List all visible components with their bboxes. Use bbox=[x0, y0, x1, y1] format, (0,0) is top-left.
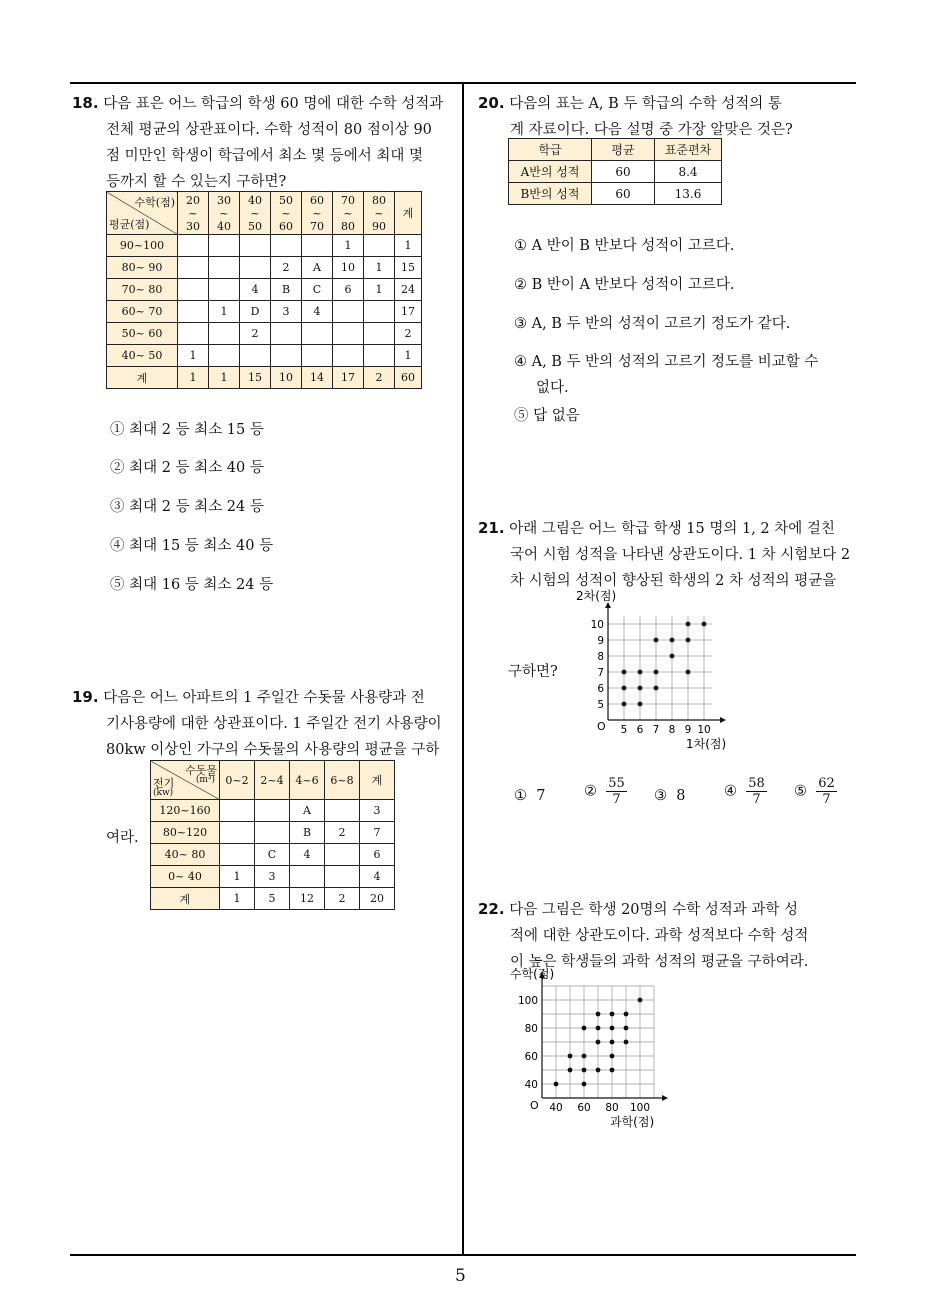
q21-origin: O bbox=[597, 720, 606, 733]
data-point bbox=[610, 1012, 615, 1017]
table-cell: 6 bbox=[333, 279, 364, 301]
table-cell: 4 bbox=[290, 844, 325, 866]
data-point bbox=[582, 1054, 587, 1059]
q18-correlation-table bbox=[106, 191, 422, 389]
q21-tail: 구하면? bbox=[508, 664, 558, 680]
table-cell: B bbox=[271, 279, 302, 301]
q21-number: 21. bbox=[478, 519, 505, 537]
table-cell: 12 bbox=[290, 888, 325, 910]
table-cell bbox=[220, 844, 255, 866]
q20-option-4[interactable]: ④ A, B 두 반의 성적의 고르기 정도를 비교할 수 bbox=[514, 354, 819, 370]
row-label: 80~120 bbox=[151, 822, 220, 844]
table-cell: 1 bbox=[209, 367, 240, 389]
x-tick-label: 10 bbox=[697, 724, 711, 736]
q20-option-3[interactable]: ③ A, B 두 반의 성적이 고르기 정도가 같다. bbox=[514, 316, 791, 332]
data-point bbox=[670, 654, 675, 659]
table-cell bbox=[209, 279, 240, 301]
table-cell bbox=[271, 345, 302, 367]
table-cell bbox=[240, 257, 271, 279]
table-cell: 3 bbox=[271, 301, 302, 323]
data-point bbox=[582, 1082, 587, 1087]
q19-block bbox=[72, 684, 457, 763]
table-cell bbox=[220, 800, 255, 822]
q22-origin: O bbox=[530, 1099, 539, 1112]
q18-total-header: 계 bbox=[395, 192, 422, 235]
y-tick-label: 9 bbox=[597, 635, 604, 647]
q21-line-2: 국어 시험 성적을 나타낸 상관도이다. 1 차 시험보다 2 bbox=[510, 547, 851, 563]
table-cell bbox=[364, 323, 395, 345]
table-row bbox=[107, 345, 422, 367]
table-cell: 6 bbox=[360, 844, 395, 866]
table-cell bbox=[364, 235, 395, 257]
q18-option-1[interactable]: ① 최대 2 등 최소 15 등 bbox=[110, 422, 264, 438]
q20-row-label: B반의 성적 bbox=[509, 183, 592, 205]
table-row bbox=[107, 323, 422, 345]
table-cell bbox=[178, 323, 209, 345]
y-tick-label: 8 bbox=[597, 651, 604, 663]
table-row bbox=[151, 888, 395, 910]
q20-header: 학급 bbox=[509, 139, 592, 161]
table-row bbox=[107, 367, 422, 389]
q19-total-header: 계 bbox=[360, 761, 395, 800]
table-row bbox=[151, 866, 395, 888]
data-point bbox=[686, 622, 691, 627]
q18-col-header: 80 ~ 90 bbox=[364, 192, 395, 235]
q21-points bbox=[622, 622, 707, 707]
table-cell: 4 bbox=[302, 301, 333, 323]
q20-header: 표준편차 bbox=[655, 139, 722, 161]
table-cell bbox=[302, 235, 333, 257]
table-cell: 5 bbox=[255, 888, 290, 910]
q18-col-header: 50 ~ 60 bbox=[271, 192, 302, 235]
table-cell bbox=[240, 345, 271, 367]
row-label: 70~ 80 bbox=[107, 279, 178, 301]
data-point bbox=[654, 670, 659, 675]
q19-line-1: 다음은 어느 아파트의 1 주일간 수돗물 사용량과 전 bbox=[103, 690, 425, 706]
q18-option-2[interactable]: ② 최대 2 등 최소 40 등 bbox=[110, 460, 264, 476]
q22-ylabel: 수학(점) bbox=[510, 967, 555, 981]
page-number: 5 bbox=[455, 1266, 466, 1286]
q21-option-4[interactable]: ④ $\frac{58}{7}$ bbox=[724, 776, 765, 807]
row-label: 60~ 70 bbox=[107, 301, 178, 323]
table-cell bbox=[178, 257, 209, 279]
table-cell: 4 bbox=[240, 279, 271, 301]
q19-corner-left-unit: (kw) bbox=[153, 788, 174, 798]
row-label: 90~100 bbox=[107, 235, 178, 257]
table-row bbox=[107, 279, 422, 301]
row-label: 120~160 bbox=[151, 800, 220, 822]
q18-number: 18. bbox=[72, 94, 99, 112]
table-cell: 1 bbox=[395, 235, 422, 257]
data-point bbox=[638, 702, 643, 707]
table-cell: 10 bbox=[271, 367, 302, 389]
table-cell: 15 bbox=[240, 367, 271, 389]
x-tick-label: 9 bbox=[684, 724, 692, 736]
row-label: 계 bbox=[151, 888, 220, 910]
x-tick-label: 6 bbox=[636, 724, 644, 736]
table-cell bbox=[209, 323, 240, 345]
table-cell: 3 bbox=[255, 866, 290, 888]
table-row bbox=[151, 800, 395, 822]
table-cell: 2 bbox=[271, 257, 302, 279]
q18-line-2: 전체 평균의 상관표이다. 수학 성적이 80 점이상 90 bbox=[106, 122, 432, 138]
q20-line-1: 다음의 표는 A, B 두 학급의 수학 성적의 통 bbox=[509, 96, 782, 112]
data-point bbox=[654, 686, 659, 691]
table-cell bbox=[178, 301, 209, 323]
q21-block bbox=[478, 515, 863, 594]
q18-col-header: 40 ~ 50 bbox=[240, 192, 271, 235]
table-cell: 15 bbox=[395, 257, 422, 279]
table-cell bbox=[255, 800, 290, 822]
data-point bbox=[654, 638, 659, 643]
data-point bbox=[638, 998, 643, 1003]
table-row bbox=[151, 844, 395, 866]
q21-option-5[interactable]: ⑤ $\frac{62}{7}$ bbox=[794, 776, 835, 807]
table-cell: 60 bbox=[395, 367, 422, 389]
q18-option-5[interactable]: ⑤ 최대 16 등 최소 24 등 bbox=[110, 577, 274, 593]
data-point bbox=[610, 1026, 615, 1031]
table-cell bbox=[325, 800, 360, 822]
table-cell: A bbox=[290, 800, 325, 822]
table-cell: C bbox=[255, 844, 290, 866]
data-point bbox=[622, 670, 627, 675]
table-cell bbox=[302, 345, 333, 367]
q22-scatter-chart bbox=[506, 966, 676, 1132]
q20-block bbox=[478, 90, 863, 143]
data-point bbox=[596, 1040, 601, 1045]
data-point bbox=[582, 1068, 587, 1073]
table-cell bbox=[364, 301, 395, 323]
x-tick-label: 100 bbox=[629, 1102, 651, 1114]
q19-col-header: 4~6 bbox=[290, 761, 325, 800]
q20-line-2: 계 자료이다. 다음 설명 중 가장 알맞은 것은? bbox=[510, 122, 793, 138]
data-point bbox=[568, 1068, 573, 1073]
table-cell bbox=[364, 345, 395, 367]
table-cell: 2 bbox=[395, 323, 422, 345]
q20-option-4-cont: 없다. bbox=[536, 380, 569, 396]
x-tick-label: 80 bbox=[605, 1102, 619, 1114]
y-tick-label: 6 bbox=[597, 683, 604, 695]
table-cell: B bbox=[290, 822, 325, 844]
table-cell bbox=[325, 866, 360, 888]
y-tick-label: 7 bbox=[597, 667, 604, 679]
x-tick-label: 7 bbox=[652, 724, 660, 736]
table-cell bbox=[240, 235, 271, 257]
table-cell: 1 bbox=[209, 301, 240, 323]
table-cell bbox=[271, 323, 302, 345]
table-cell: 10 bbox=[333, 257, 364, 279]
data-point bbox=[610, 1040, 615, 1045]
data-point bbox=[624, 1040, 629, 1045]
table-cell: 7 bbox=[360, 822, 395, 844]
data-point bbox=[596, 1068, 601, 1073]
q20-row-label: A반의 성적 bbox=[509, 161, 592, 183]
table-row bbox=[107, 301, 422, 323]
q19-tail: 여라. bbox=[106, 830, 139, 846]
q19-corner-top: 수돗물 bbox=[185, 764, 217, 777]
q21-scatter-chart bbox=[560, 588, 740, 754]
q18-col-header: 30 ~ 40 bbox=[209, 192, 240, 235]
table-cell: 1 bbox=[364, 279, 395, 301]
q19-col-header: 2~4 bbox=[255, 761, 290, 800]
x-tick-label: 5 bbox=[620, 724, 628, 736]
q21-line-1: 아래 그림은 어느 학급 학생 15 명의 1, 2 차에 걸친 bbox=[509, 521, 835, 537]
table-cell: 3 bbox=[360, 800, 395, 822]
q21-option-3[interactable]: ③ 8 bbox=[654, 788, 686, 804]
q20-stats-table bbox=[508, 138, 722, 205]
table-row bbox=[151, 822, 395, 844]
table-row bbox=[107, 235, 422, 257]
q22-number: 22. bbox=[478, 900, 505, 918]
q19-col-header: 6~8 bbox=[325, 761, 360, 800]
table-cell: A bbox=[302, 257, 333, 279]
table-cell bbox=[178, 235, 209, 257]
y-tick-label: 40 bbox=[524, 1079, 538, 1091]
bottom-rule bbox=[70, 1254, 856, 1256]
data-point bbox=[568, 1054, 573, 1059]
q21-option-1[interactable]: ① 7 bbox=[514, 788, 546, 804]
q18-line-3: 점 미만인 학생이 학급에서 최소 몇 등에서 최대 몇 bbox=[106, 148, 424, 164]
q19-correlation-table bbox=[150, 760, 395, 910]
row-label: 40~ 80 bbox=[151, 844, 220, 866]
q21-line-3: 차 시험의 성적이 향상된 학생의 2 차 성적의 평균을 bbox=[510, 573, 837, 589]
table-cell bbox=[290, 866, 325, 888]
table-row bbox=[107, 257, 422, 279]
table-cell: 2 bbox=[325, 888, 360, 910]
y-tick-label: 10 bbox=[590, 619, 604, 631]
row-label: 0~ 40 bbox=[151, 866, 220, 888]
table-cell: 14 bbox=[302, 367, 333, 389]
data-point bbox=[624, 1026, 629, 1031]
q19-corner-unit: (m³) bbox=[195, 775, 215, 785]
table-cell: 1 bbox=[220, 888, 255, 910]
q20-option-1[interactable]: ① A 반이 B 반보다 성적이 고르다. bbox=[514, 238, 735, 254]
data-point bbox=[610, 1054, 615, 1059]
q18-corner-top: 수학(점) bbox=[134, 196, 175, 209]
data-point bbox=[596, 1026, 601, 1031]
q21-option-2[interactable]: ② $\frac{55}{7}$ bbox=[584, 776, 625, 807]
table-cell bbox=[255, 822, 290, 844]
row-label: 80~ 90 bbox=[107, 257, 178, 279]
q20-cell: 13.6 bbox=[655, 183, 722, 205]
q19-col-header: 0~2 bbox=[220, 761, 255, 800]
table-cell: 1 bbox=[220, 866, 255, 888]
q19-line-2: 기사용량에 대한 상관표이다. 1 주일간 전기 사용량이 bbox=[106, 716, 442, 732]
q22-line-1: 다음 그림은 학생 20명의 수학 성적과 과학 성 bbox=[509, 902, 799, 918]
table-cell: C bbox=[302, 279, 333, 301]
q22-line-2: 적에 대한 상관도이다. 과학 성적보다 수학 성적 bbox=[510, 928, 809, 944]
q20-option-2[interactable]: ② B 반이 A 반보다 성적이 고르다. bbox=[514, 277, 735, 293]
table-cell bbox=[333, 301, 364, 323]
data-point bbox=[686, 638, 691, 643]
q22-xlabel: 과학(점) bbox=[610, 1115, 655, 1129]
table-cell: 2 bbox=[364, 367, 395, 389]
x-tick-label: 40 bbox=[549, 1102, 563, 1114]
q22-line-3: 이 높은 학생들의 과학 성적의 평균을 구하여라. bbox=[510, 954, 809, 970]
data-point bbox=[638, 670, 643, 675]
x-axis-arrow bbox=[720, 717, 726, 723]
table-cell bbox=[209, 235, 240, 257]
q20-option-5[interactable]: ⑤ 답 없음 bbox=[514, 408, 580, 424]
table-cell bbox=[302, 323, 333, 345]
table-cell bbox=[178, 279, 209, 301]
q19-corner-left: 전기 bbox=[153, 777, 175, 790]
y-tick-label: 60 bbox=[524, 1051, 538, 1063]
y-tick-label: 80 bbox=[524, 1023, 538, 1035]
data-point bbox=[554, 1082, 559, 1087]
q19-corner-cell bbox=[151, 761, 220, 800]
x-tick-label: 60 bbox=[577, 1102, 591, 1114]
q21-xlabel: 1차(점) bbox=[686, 737, 727, 751]
data-point bbox=[622, 686, 627, 691]
data-point bbox=[670, 638, 675, 643]
table-cell: 24 bbox=[395, 279, 422, 301]
q20-number: 20. bbox=[478, 94, 505, 112]
q20-header: 평균 bbox=[592, 139, 655, 161]
q18-line-1: 다음 표은 어느 학급의 학생 60 명에 대한 수학 성적과 bbox=[103, 96, 444, 112]
q21-ylabel: 2차(점) bbox=[576, 589, 617, 603]
table-cell: 1 bbox=[395, 345, 422, 367]
table-cell bbox=[271, 235, 302, 257]
q18-block bbox=[72, 90, 457, 195]
y-tick-label: 5 bbox=[597, 699, 604, 711]
table-cell: 20 bbox=[360, 888, 395, 910]
data-point bbox=[622, 702, 627, 707]
column-divider bbox=[462, 82, 464, 1256]
data-point bbox=[610, 1068, 615, 1073]
row-label: 50~ 60 bbox=[107, 323, 178, 345]
data-point bbox=[624, 1012, 629, 1017]
x-tick-label: 8 bbox=[668, 724, 676, 736]
table-cell: 1 bbox=[364, 257, 395, 279]
table-cell: D bbox=[240, 301, 271, 323]
table-cell: 17 bbox=[333, 367, 364, 389]
q19-number: 19. bbox=[72, 688, 99, 706]
q22-block bbox=[478, 896, 863, 975]
data-point bbox=[638, 686, 643, 691]
table-cell: 4 bbox=[360, 866, 395, 888]
table-cell: 2 bbox=[240, 323, 271, 345]
q18-option-3[interactable]: ③ 최대 2 등 최소 24 등 bbox=[110, 499, 264, 515]
q18-col-header: 60 ~ 70 bbox=[302, 192, 333, 235]
table-cell: 1 bbox=[178, 367, 209, 389]
y-tick-label: 100 bbox=[517, 995, 538, 1007]
table-cell bbox=[209, 345, 240, 367]
data-point bbox=[686, 670, 691, 675]
row-label: 계 bbox=[107, 367, 178, 389]
table-cell: 1 bbox=[333, 235, 364, 257]
data-point bbox=[582, 1026, 587, 1031]
data-point bbox=[596, 1012, 601, 1017]
table-cell: 17 bbox=[395, 301, 422, 323]
q21-ticks bbox=[591, 619, 711, 736]
q20-cell: 60 bbox=[592, 183, 655, 205]
table-cell bbox=[220, 822, 255, 844]
table-cell bbox=[325, 844, 360, 866]
q18-col-header: 20 ~ 30 bbox=[178, 192, 209, 235]
table-cell bbox=[209, 257, 240, 279]
table-cell bbox=[333, 345, 364, 367]
row-label: 40~ 50 bbox=[107, 345, 178, 367]
x-axis-arrow bbox=[662, 1095, 668, 1101]
table-cell bbox=[333, 323, 364, 345]
q18-line-4: 등까지 할 수 있는지 구하면? bbox=[106, 174, 287, 190]
q18-corner-cell bbox=[107, 192, 178, 235]
q20-cell: 8.4 bbox=[655, 161, 722, 183]
table-cell: 2 bbox=[325, 822, 360, 844]
q18-option-4[interactable]: ④ 최대 15 등 최소 40 등 bbox=[110, 538, 274, 554]
data-point bbox=[702, 622, 707, 627]
q22-axes bbox=[539, 972, 668, 1101]
table-cell: 1 bbox=[178, 345, 209, 367]
q18-col-header: 70 ~ 80 bbox=[333, 192, 364, 235]
q20-cell: 60 bbox=[592, 161, 655, 183]
q19-line-3: 80kw 이상인 가구의 수돗물의 사용량의 평균을 구하 bbox=[106, 742, 440, 758]
q18-corner-bottom: 평균(점) bbox=[109, 218, 150, 231]
